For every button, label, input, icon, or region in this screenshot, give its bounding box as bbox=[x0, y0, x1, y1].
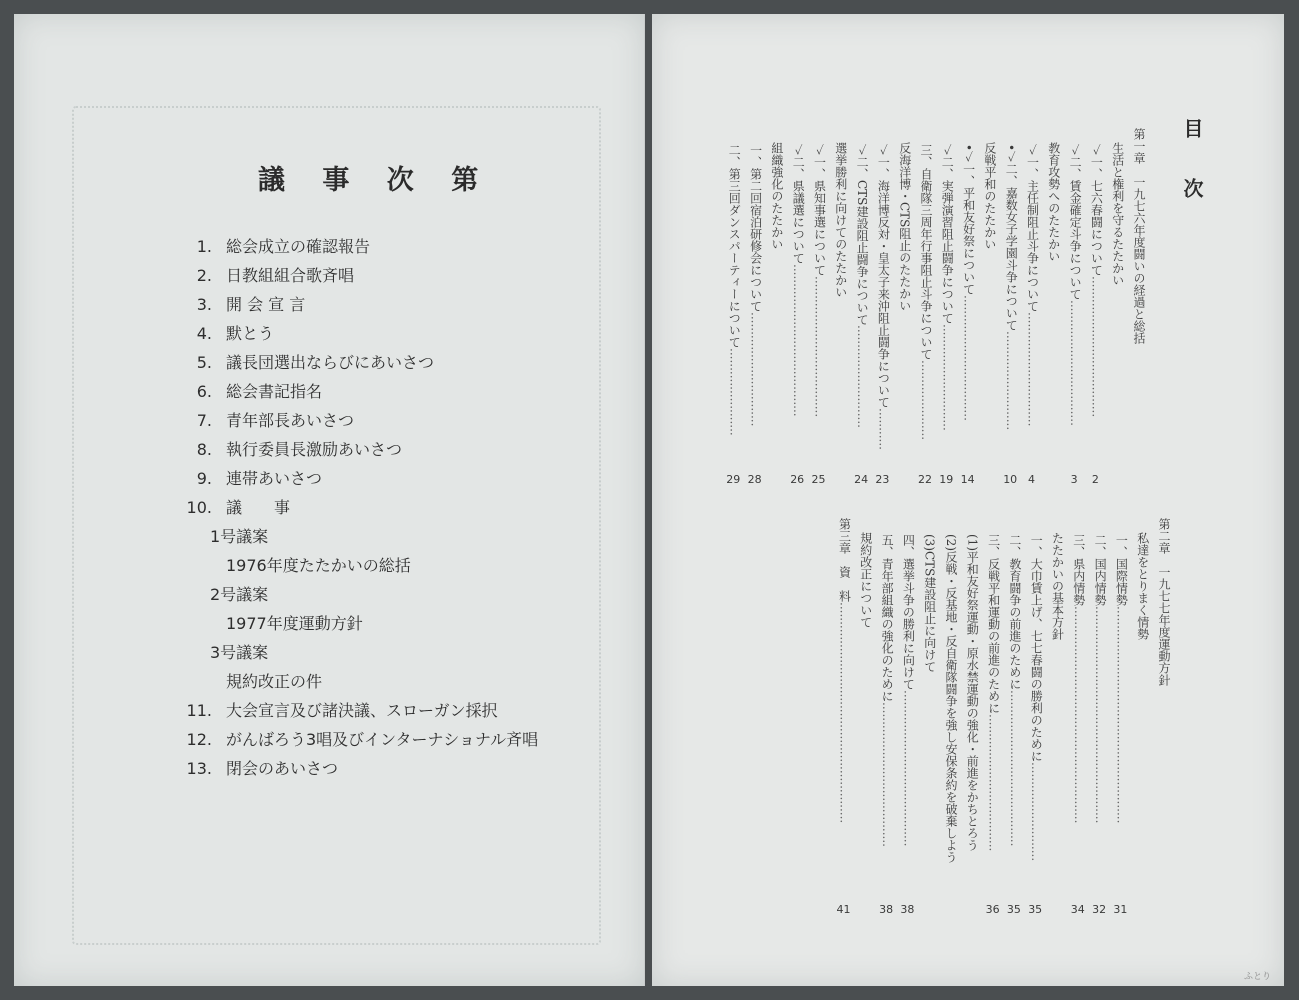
agenda-item bbox=[160, 377, 600, 406]
toc-entry bbox=[1004, 144, 1018, 430]
agenda-item bbox=[160, 348, 600, 377]
agenda-item-label: 1号議案 bbox=[210, 527, 269, 546]
toc-leader-dots: .............................. bbox=[748, 312, 763, 427]
toc-leader-dots: ..................................... bbox=[1089, 276, 1104, 418]
toc-entry-text: 一、大巾賃上げ、七七春闘の勝利のために bbox=[1029, 534, 1044, 762]
toc-entry bbox=[1136, 532, 1150, 640]
toc-entry bbox=[1029, 534, 1043, 861]
toc-entry bbox=[880, 534, 894, 847]
agenda-item-label: 1976年度たたかいの総括 bbox=[226, 556, 411, 575]
toc-leader-dots: .......................................................... bbox=[837, 602, 852, 824]
agenda-item-label: 1977年度運動方針 bbox=[226, 614, 363, 633]
toc-page-number: 14 bbox=[960, 473, 975, 486]
toc-entry bbox=[901, 534, 915, 846]
toc-entry-text: 組織強化のたたかい bbox=[769, 142, 784, 250]
toc-entry-text: (2)反戦・反基地・反自衛隊闘争を強し安保条約を破棄しよう bbox=[944, 534, 958, 863]
toc-entry-text: 一、国際情勢 bbox=[1114, 534, 1129, 606]
toc-leader-dots: ..................................... bbox=[812, 276, 827, 418]
toc-entry bbox=[1008, 534, 1022, 846]
toc-leader-dots: ..................... bbox=[919, 360, 933, 441]
agenda-item bbox=[160, 232, 600, 261]
toc-entry bbox=[727, 144, 741, 436]
toc-entry bbox=[749, 144, 763, 426]
toc-page-number: 35 bbox=[1006, 903, 1021, 916]
toc-entry bbox=[898, 142, 912, 311]
toc-entry-text: ✓一、県知事選について bbox=[812, 144, 827, 276]
toc-entry-text: ✓二、CTS建設阻止闘争について bbox=[855, 144, 870, 326]
toc-leader-dots: ........................... bbox=[855, 325, 870, 429]
toc-entry bbox=[965, 534, 979, 851]
toc-entry-text: •✓一、平和友好祭について bbox=[961, 144, 976, 296]
agenda-item bbox=[160, 580, 600, 609]
agenda-item-number: 3. bbox=[196, 295, 212, 314]
agenda-item-label: 默とう bbox=[226, 324, 275, 343]
agenda-item-label: 執行委員長激励あいさつ bbox=[226, 440, 403, 459]
toc-leader-dots: ...................................... bbox=[880, 702, 895, 847]
toc-entry-text: ✓一、海洋博反対・皇太子来沖阻止闘争について bbox=[876, 144, 891, 408]
agenda-item-label: 規約改正の件 bbox=[226, 672, 323, 691]
toc-entry-text: (1)平和友好祭運動・原水禁運動の強化・前進をかちとろう bbox=[965, 534, 980, 851]
toc-entry-text: 反戦平和のたたかい bbox=[982, 142, 997, 250]
toc-entry-text: 三、県内情勢 bbox=[1071, 534, 1086, 606]
agenda-item-label: 開 会 宣 言 bbox=[226, 295, 306, 314]
agenda-item-label: 連帯あいさつ bbox=[226, 469, 323, 488]
toc-entry bbox=[770, 142, 784, 250]
agenda-item-label: 3号議案 bbox=[210, 643, 269, 662]
agenda-item-label: 青年部長あいさつ bbox=[226, 411, 355, 430]
toc-page-number: 34 bbox=[1070, 903, 1085, 916]
agenda-item bbox=[160, 406, 600, 435]
toc-entry bbox=[983, 142, 997, 250]
toc-entry bbox=[859, 532, 873, 628]
toc-entry-text: 私達をとりまく情勢 bbox=[1135, 532, 1150, 640]
agenda-item-label: 大会宣言及び諸決議、スローガン採択 bbox=[226, 701, 498, 720]
agenda-item-number: 5. bbox=[196, 353, 212, 372]
toc-leader-dots: .............................. bbox=[1025, 312, 1040, 427]
toc-entry-text: 二、教育闘争の前進のために bbox=[1007, 534, 1022, 690]
toc-entry-text: 反海洋博・CTS阻止のたたかい bbox=[897, 142, 912, 312]
agenda-item-label: 議 事 bbox=[226, 498, 291, 517]
toc-entry bbox=[962, 144, 976, 421]
toc-entry-text: (3)CTS建設阻止に向けて bbox=[922, 534, 937, 673]
toc-leader-dots: .................................... bbox=[986, 714, 1001, 852]
toc-page-number: 38 bbox=[879, 903, 894, 916]
agenda-item bbox=[160, 725, 600, 754]
agenda-item-number: 13. bbox=[186, 759, 212, 778]
toc-leader-dots: ................................. bbox=[1068, 300, 1083, 426]
agenda-item bbox=[160, 696, 600, 725]
toc-entry bbox=[1072, 534, 1086, 823]
toc-entry-text: 五、青年部組織の強化のために bbox=[880, 534, 895, 702]
toc-leader-dots: ....................... bbox=[727, 348, 742, 436]
agenda-title: 議 事 次 第 bbox=[258, 165, 493, 196]
toc-entry-text: 生活と権利を守るたたかい bbox=[1110, 142, 1125, 286]
toc-entry-text: 教育攻勢へのたたかい bbox=[1046, 142, 1061, 262]
toc-leader-dots: ........................................ bbox=[791, 264, 806, 417]
toc-entry bbox=[987, 534, 1001, 851]
toc-entry-text: 第三章 資 料 bbox=[837, 518, 852, 602]
toc-entry bbox=[944, 534, 958, 863]
toc-page-number: 25 bbox=[811, 473, 826, 486]
agenda-item-label: 日教組組合歌斉唱 bbox=[226, 266, 355, 285]
toc-entry bbox=[1132, 128, 1146, 344]
toc-page-number: 10 bbox=[1003, 473, 1018, 486]
toc-entry bbox=[791, 144, 805, 417]
toc-entry bbox=[1093, 534, 1107, 823]
toc-entry-text: ✓二、実弾演習阻止闘争について bbox=[940, 144, 955, 324]
agenda-item-number: 12. bbox=[186, 730, 212, 749]
toc-entry bbox=[1026, 144, 1040, 426]
agenda-list bbox=[160, 232, 600, 783]
toc-entry-text: •✓二、嘉数女子学園斗争について bbox=[1004, 144, 1019, 332]
agenda-item bbox=[160, 493, 600, 522]
toc-leader-dots: ........... bbox=[876, 408, 891, 450]
toc-entry bbox=[1111, 142, 1125, 286]
toc-entry bbox=[855, 144, 869, 428]
toc-entry-text: 第二章 一九七七年度運動方針 bbox=[1157, 518, 1171, 686]
toc-entry bbox=[1068, 144, 1082, 426]
toc-leader-dots: ................................. bbox=[961, 295, 976, 421]
toc-entry bbox=[940, 144, 954, 431]
toc-entry bbox=[1047, 142, 1061, 262]
toc-page-number: 41 bbox=[836, 903, 851, 916]
agenda-item bbox=[160, 522, 600, 551]
toc-entry bbox=[923, 534, 937, 672]
toc-page-number: 26 bbox=[790, 473, 805, 486]
toc-entry-text: 選挙勝利に向けてのたたかい bbox=[833, 142, 848, 298]
toc-leader-dots: ......................................... bbox=[1007, 690, 1022, 847]
toc-page-number: 38 bbox=[900, 903, 915, 916]
toc-leader-dots: ......................................................... bbox=[1071, 606, 1086, 824]
toc-leader-dots: ............................ bbox=[940, 324, 955, 431]
toc-leader-dots: ......................................... bbox=[901, 690, 916, 847]
agenda-item bbox=[160, 609, 600, 638]
agenda-item-number: 1. bbox=[196, 237, 212, 256]
agenda-item bbox=[160, 435, 600, 464]
toc-entry bbox=[834, 142, 848, 298]
toc-entry-text: ✓一、七六春闘について bbox=[1089, 144, 1104, 276]
toc-entry bbox=[1157, 518, 1171, 686]
agenda-item bbox=[160, 261, 600, 290]
toc-page-number: 2 bbox=[1091, 473, 1099, 486]
corner-note: ふとり bbox=[1243, 972, 1271, 982]
agenda-item-number: 10. bbox=[186, 498, 212, 517]
toc-entry-text: 四、選挙斗争の勝利に向けて bbox=[901, 534, 916, 690]
agenda-item-label: 総会書記指名 bbox=[226, 382, 323, 401]
toc-entry bbox=[1089, 144, 1103, 417]
toc-entry-text: たたかいの基本方針 bbox=[1050, 532, 1065, 640]
toc-entry bbox=[813, 144, 827, 417]
agenda-item-label: 2号議案 bbox=[210, 585, 269, 604]
toc-entry-text: 二、第三回ダンスパーティーについて bbox=[727, 144, 742, 348]
agenda-item-number: 4. bbox=[196, 324, 212, 343]
toc-entry bbox=[838, 518, 852, 823]
toc-entry-text: 一、第二回宿泊研修会について bbox=[748, 144, 763, 312]
agenda-item bbox=[160, 290, 600, 319]
agenda-item-number: 2. bbox=[196, 266, 212, 285]
agenda-item bbox=[160, 638, 600, 667]
toc-entry-text: ✓二、県議選について bbox=[791, 144, 806, 264]
agenda-item bbox=[160, 667, 600, 696]
toc-title: 目次 bbox=[1180, 118, 1204, 238]
toc-entry-text: 三、自衛隊三周年行事阻止斗争について bbox=[919, 144, 933, 360]
toc-entry-text: ✓二、賃金確定斗争について bbox=[1068, 144, 1083, 300]
agenda-item-number: 9. bbox=[196, 469, 212, 488]
toc-leader-dots: ......................................................... bbox=[1114, 606, 1129, 824]
toc-leader-dots: .......................... bbox=[1004, 331, 1019, 431]
toc-leader-dots: .......................... bbox=[1029, 762, 1044, 862]
toc-page-number: 3 bbox=[1070, 473, 1078, 486]
toc-entry bbox=[1051, 532, 1065, 640]
agenda-item-label: がんばろう3唱及びインターナショナル斉唱 bbox=[226, 730, 539, 749]
toc-page-number: 29 bbox=[726, 473, 741, 486]
agenda-item bbox=[160, 551, 600, 580]
toc-page-number: 32 bbox=[1092, 903, 1107, 916]
toc-entry-text: 三、反戦平和運動の前進のために bbox=[986, 534, 1001, 714]
toc-entry bbox=[876, 144, 890, 450]
toc-entry-text: 第一章 一九七六年度闘いの経過と総括 bbox=[1132, 128, 1146, 344]
agenda-item bbox=[160, 464, 600, 493]
agenda-item-label: 議長団選出ならびにあいさつ bbox=[226, 353, 435, 372]
agenda-item-label: 総会成立の確認報告 bbox=[226, 237, 371, 256]
agenda-item-number: 6. bbox=[196, 382, 212, 401]
toc-entry-text: 規約改正について bbox=[858, 532, 873, 628]
toc-entry bbox=[919, 144, 933, 440]
toc-entry bbox=[1114, 534, 1128, 823]
toc-leader-dots: ......................................................... bbox=[1093, 606, 1108, 824]
agenda-item-number: 8. bbox=[196, 440, 212, 459]
agenda-item bbox=[160, 319, 600, 348]
agenda-item-number: 11. bbox=[186, 701, 212, 720]
toc-page-number: 22 bbox=[918, 473, 932, 486]
agenda-item-number: 7. bbox=[196, 411, 212, 430]
agenda-item bbox=[160, 754, 600, 783]
toc-page-number: 31 bbox=[1113, 903, 1128, 916]
toc-page-number: 28 bbox=[747, 473, 762, 486]
toc-page-number: 35 bbox=[1028, 903, 1043, 916]
toc-page-number: 24 bbox=[854, 473, 869, 486]
toc-page-number: 4 bbox=[1028, 473, 1035, 486]
toc-entry-text: 二、国内情勢 bbox=[1093, 534, 1108, 606]
toc-page-number: 36 bbox=[985, 903, 1000, 916]
toc-entry-text: ✓一、主任制阻止斗争について bbox=[1025, 144, 1040, 312]
agenda-item-label: 閉会のあいさつ bbox=[226, 759, 339, 778]
toc-page-number: 23 bbox=[875, 473, 890, 486]
toc-page-number: 19 bbox=[939, 473, 954, 486]
